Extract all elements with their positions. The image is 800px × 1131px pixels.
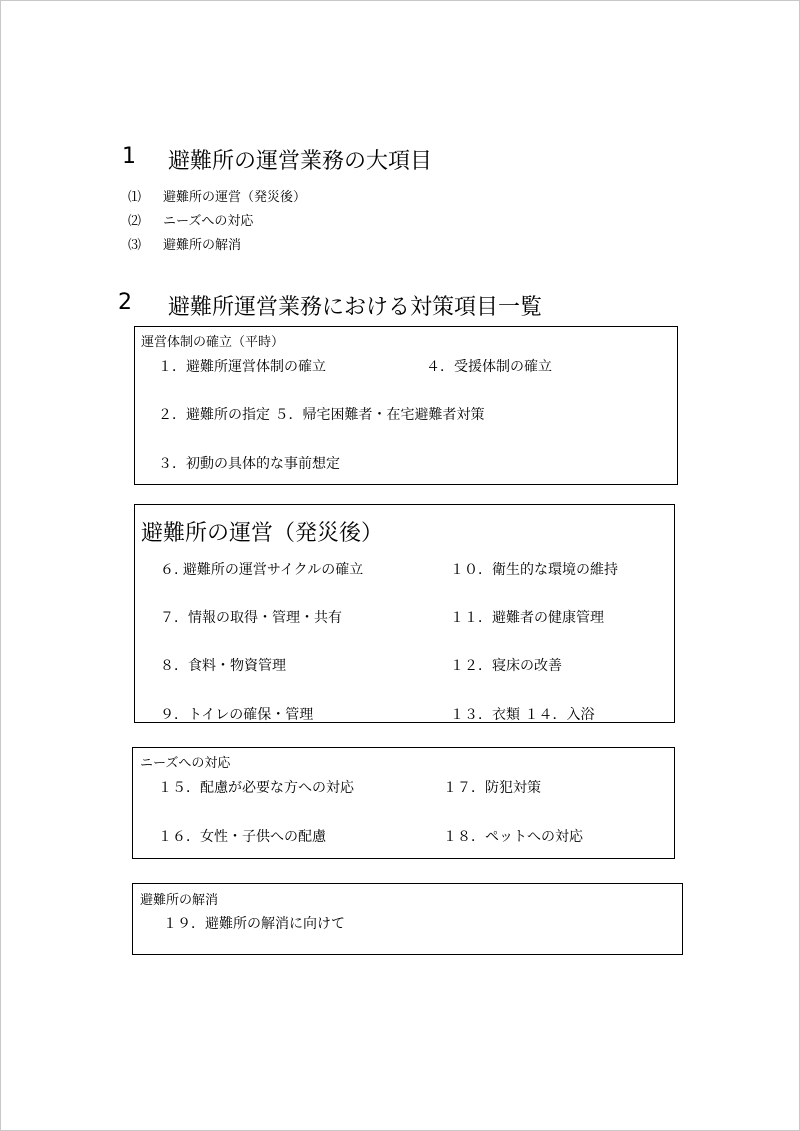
section1-title: 避難所の運営業務の大項目 xyxy=(168,149,433,174)
box-operation-system-item-4: ４．受援体制の確立 xyxy=(426,359,552,375)
box-shelter-closure-item-19: １９．避難所の解消に向けて xyxy=(163,916,345,932)
box-needs-response-item-16: １６．女性・子供への配慮 xyxy=(158,829,326,845)
section1-subitem-1-number: ⑴ xyxy=(128,190,142,205)
box-shelter-closure-title: 避難所の解消 xyxy=(140,893,219,908)
section1-subitem-2: ニーズへの対応 xyxy=(163,214,254,229)
section1-subitem-1: 避難所の運営（発災後） xyxy=(163,190,307,205)
box-operation-system-item-2-5: ２．避難所の指定 ５．帰宅困難者・在宅避難者対策 xyxy=(158,407,485,423)
box-shelter-operation-item-11: １１．避難者の健康管理 xyxy=(450,610,604,626)
section1-subitem-2-number: ⑵ xyxy=(128,214,142,229)
section1-subitem-3: 避難所の解消 xyxy=(163,238,242,253)
box-shelter-operation-item-9: ９．トイレの確保・管理 xyxy=(160,707,314,723)
box-shelter-operation-title: 避難所の運営（発災後） xyxy=(141,521,384,546)
section1-subitem-3-number: ⑶ xyxy=(128,238,142,253)
box-needs-response-item-18: １８．ペットへの対応 xyxy=(443,829,583,845)
section2-number: 2 xyxy=(118,290,132,315)
section2-title: 避難所運営業務における対策項目一覧 xyxy=(168,295,543,320)
box-shelter-operation-item-6: ６. 避難所の運営サイクルの確立 xyxy=(160,562,364,578)
box-needs-response-item-17: １７．防犯対策 xyxy=(443,780,541,796)
box-needs-response-title: ニーズへの対応 xyxy=(140,756,231,771)
box-operation-system-title: 運営体制の確立（平時） xyxy=(141,335,285,350)
box-shelter-operation-item-8: ８．食料・物資管理 xyxy=(160,658,286,674)
box-operation-system-item-1: １．避難所運営体制の確立 xyxy=(158,359,326,375)
section1-number: 1 xyxy=(122,144,136,169)
box-needs-response-item-15: １５．配慮が必要な方への対応 xyxy=(158,780,354,796)
box-shelter-operation-item-10: １０．衛生的な環境の維持 xyxy=(450,562,618,578)
box-shelter-operation-item-7: ７．情報の取得・管理・共有 xyxy=(160,610,342,626)
box-shelter-operation-item-12: １２．寝床の改善 xyxy=(450,658,562,674)
box-shelter-operation-item-13-14: １３．衣類 １４．入浴 xyxy=(450,707,595,723)
box-operation-system-item-3: ３．初動の具体的な事前想定 xyxy=(158,456,340,472)
